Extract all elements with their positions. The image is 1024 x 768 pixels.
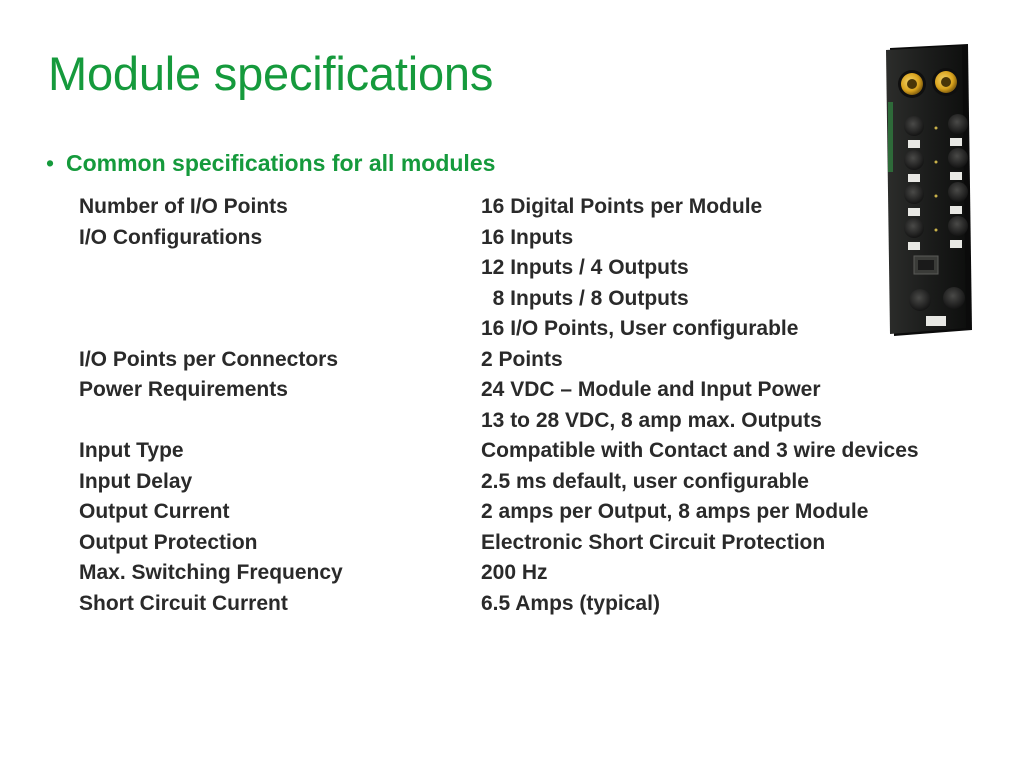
spec-row	[79, 436, 919, 467]
spec-values	[481, 467, 919, 498]
spec-label: Short Circuit Current	[79, 591, 288, 615]
spec-label: Number of I/O Points	[79, 195, 288, 218]
spec-row	[79, 497, 919, 528]
spec-value: 24 VDC – Module and Input Power	[481, 378, 821, 401]
spec-value: 2 Points	[481, 347, 563, 371]
spec-row	[79, 589, 919, 620]
bullet-heading-line	[46, 148, 495, 178]
spec-value: 12 Inputs / 4 Outputs	[481, 256, 689, 279]
spec-row	[79, 192, 919, 223]
slide-title: Module specifications	[48, 47, 494, 100]
spec-label: Output Current	[79, 500, 230, 523]
spec-value: 200 Hz	[481, 561, 548, 584]
spec-value: 2 amps per Output, 8 amps per Module	[481, 500, 869, 523]
io-module-photo	[876, 42, 976, 342]
spec-label: Output Protection	[79, 530, 258, 554]
bullet-heading: Common specifications for all modules	[66, 150, 496, 176]
spec-values	[481, 589, 919, 620]
spec-label: Input Delay	[79, 469, 193, 493]
spec-values	[481, 497, 919, 528]
spec-value: 16 Inputs	[481, 225, 574, 249]
spec-values	[481, 223, 919, 345]
spec-value: 2.5 ms default, user configurable	[481, 469, 809, 493]
spec-values	[481, 528, 919, 559]
spec-values	[481, 192, 919, 223]
spec-row	[79, 528, 919, 559]
spec-value: 16 Digital Points per Module	[481, 195, 763, 218]
spec-label: I/O Points per Connectors	[79, 347, 339, 371]
spec-row	[79, 345, 919, 376]
spec-values	[481, 436, 919, 467]
spec-values	[481, 558, 919, 589]
spec-label: Max. Switching Frequency	[79, 561, 343, 584]
spec-value: 8 Inputs / 8 Outputs	[481, 286, 689, 310]
spec-table	[79, 192, 919, 619]
bullet-icon: •	[46, 150, 55, 176]
spec-value: 16 I/O Points, User configurable	[481, 317, 799, 340]
spec-label: Input Type	[79, 439, 184, 462]
spec-value: Compatible with Contact and 3 wire devices	[481, 439, 919, 462]
spec-row	[79, 223, 919, 345]
spec-row	[79, 467, 919, 498]
spec-label: I/O Configurations	[79, 225, 263, 249]
spec-values	[481, 345, 919, 376]
spec-value: 6.5 Amps (typical)	[481, 591, 660, 615]
spec-label: Power Requirements	[79, 378, 288, 401]
spec-row	[79, 558, 919, 589]
spec-value: 13 to 28 VDC, 8 amp max. Outputs	[481, 408, 822, 432]
spec-value: Electronic Short Circuit Protection	[481, 530, 826, 554]
spec-row	[79, 375, 919, 436]
spec-values	[481, 375, 919, 436]
